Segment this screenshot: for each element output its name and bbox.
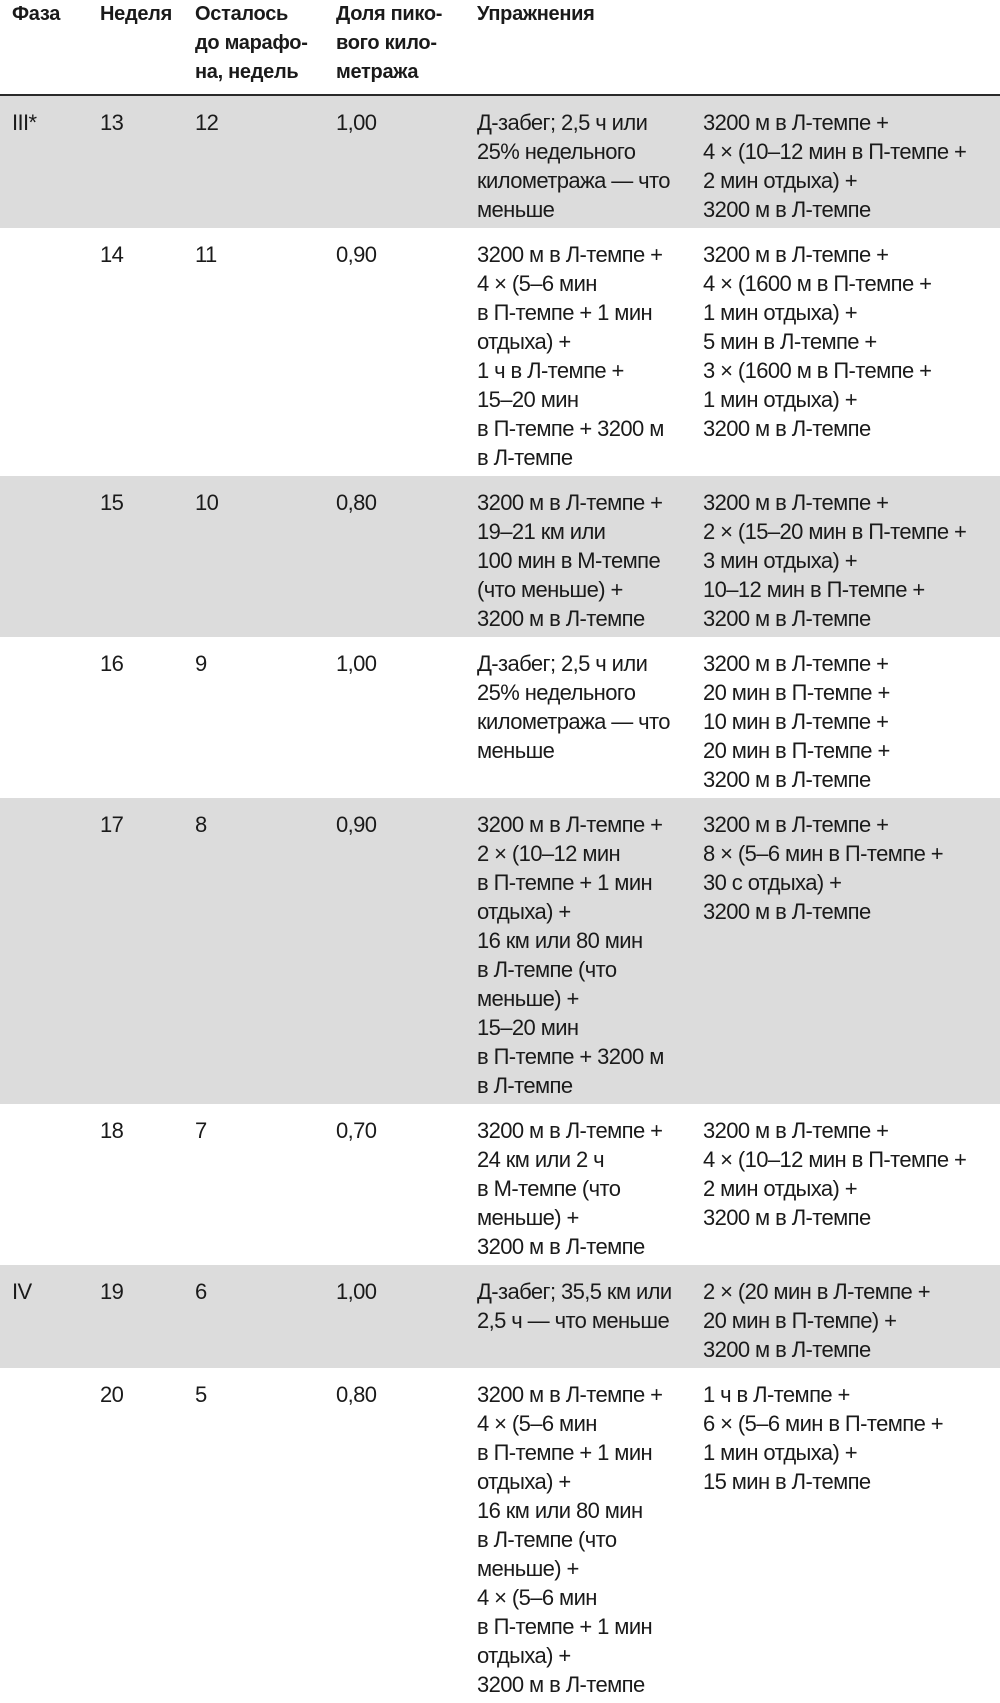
- peak-share-cell: 0,90: [322, 228, 463, 476]
- exercise-2-cell: [689, 798, 1000, 1104]
- header-week: Неделя: [86, 0, 181, 95]
- exercise-line: 4 × (5–6 мин: [477, 1585, 597, 1610]
- exercise-line: 5 мин в Л-темпе +: [703, 329, 877, 354]
- exercise-line: 3200 м в Л-темпе +: [477, 242, 663, 267]
- exercise-line: 19–21 км или: [477, 519, 606, 544]
- phase-cell: [0, 228, 86, 476]
- exercise-line: 4 × (10–12 мин в П-темпе +: [703, 1147, 967, 1172]
- weeks-left-cell: 10: [181, 476, 322, 637]
- phase-cell: [0, 1368, 86, 1703]
- exercise-2-cell: [689, 1104, 1000, 1265]
- exercise-line: 1 мин отдыха) +: [703, 300, 858, 325]
- week-cell: 20: [86, 1368, 181, 1703]
- exercise-1-cell: [463, 1104, 689, 1265]
- exercise-line: 2,5 ч — что меньше: [477, 1308, 670, 1333]
- exercise-2-cell: [689, 476, 1000, 637]
- exercise-line: 3200 м в Л-темпе: [477, 1234, 645, 1259]
- exercise-line: меньше: [477, 738, 555, 763]
- exercise-line: 2 × (10–12 мин: [477, 841, 621, 866]
- table-body: [0, 95, 1000, 1703]
- exercise-line: 16 км или 80 мин: [477, 928, 643, 953]
- exercise-line: отдыха) +: [477, 899, 571, 924]
- exercise-line: 3200 м в Л-темпе +: [477, 812, 663, 837]
- exercise-1-cell: [463, 798, 689, 1104]
- exercise-line: 3200 м в Л-темпе: [703, 767, 871, 792]
- exercise-line: в М-темпе (что: [477, 1176, 621, 1201]
- peak-share-cell: 0,80: [322, 476, 463, 637]
- week-cell: 14: [86, 228, 181, 476]
- exercise-line: в П-темпе + 1 мин: [477, 300, 653, 325]
- week-cell: 18: [86, 1104, 181, 1265]
- exercise-line: меньше) +: [477, 1205, 579, 1230]
- exercise-line: 3200 м в Л-темпе: [703, 606, 871, 631]
- phase-cell: III*: [0, 95, 86, 228]
- table-row: [0, 1104, 1000, 1265]
- weeks-left-cell: 12: [181, 95, 322, 228]
- peak-share-cell: 1,00: [322, 1265, 463, 1368]
- table-row: [0, 798, 1000, 1104]
- exercise-line: меньше: [477, 197, 555, 222]
- exercise-1-cell: [463, 1265, 689, 1368]
- exercise-line: отдыха) +: [477, 1643, 571, 1668]
- exercise-line: 10 мин в Л-темпе +: [703, 709, 889, 734]
- exercise-line: меньше) +: [477, 986, 579, 1011]
- weeks-left-cell: 8: [181, 798, 322, 1104]
- exercise-line: 8 × (5–6 мин в П-темпе +: [703, 841, 943, 866]
- table-row: [0, 228, 1000, 476]
- exercise-line: 20 мин в П-темпе) +: [703, 1308, 897, 1333]
- exercise-line: отдыха) +: [477, 329, 571, 354]
- exercise-line: 16 км или 80 мин: [477, 1498, 643, 1523]
- peak-share-cell: 0,70: [322, 1104, 463, 1265]
- week-cell: 13: [86, 95, 181, 228]
- table-row: [0, 476, 1000, 637]
- exercise-line: отдыха) +: [477, 1469, 571, 1494]
- exercise-line: 100 мин в М-темпе: [477, 548, 661, 573]
- peak-share-cell: 1,00: [322, 637, 463, 798]
- exercise-line: Д-забег; 2,5 ч или: [477, 110, 648, 135]
- table-header: [0, 0, 1000, 95]
- exercise-line: 3 мин отдыха) +: [703, 548, 858, 573]
- exercise-line: в П-темпе + 1 мин: [477, 1440, 653, 1465]
- exercise-line: 2 × (15–20 мин в П-темпе +: [703, 519, 967, 544]
- exercise-line: 3200 м в Л-темпе +: [703, 242, 889, 267]
- exercise-line: 3200 м в Л-темпе: [703, 197, 871, 222]
- table-row: [0, 1368, 1000, 1703]
- exercise-line: 2 мин отдыха) +: [703, 168, 858, 193]
- weeks-left-cell: 5: [181, 1368, 322, 1703]
- exercise-line: 15 мин в Л-темпе: [703, 1469, 871, 1494]
- exercise-line: 3200 м в Л-темпе: [703, 1205, 871, 1230]
- exercise-line: 10–12 мин в П-темпе +: [703, 577, 925, 602]
- exercise-line: 3200 м в Л-темпе +: [703, 110, 889, 135]
- exercise-line: 15–20 мин: [477, 1015, 579, 1040]
- exercise-line: 3 × (1600 м в П-темпе +: [703, 358, 932, 383]
- weeks-left-cell: 6: [181, 1265, 322, 1368]
- table-row: [0, 637, 1000, 798]
- exercise-line: 20 мин в П-темпе +: [703, 738, 890, 763]
- exercise-1-cell: [463, 637, 689, 798]
- week-cell: 15: [86, 476, 181, 637]
- exercise-2-cell: [689, 95, 1000, 228]
- phase-cell: [0, 1104, 86, 1265]
- header-phase: Фаза: [0, 0, 86, 95]
- exercise-line: 2 мин отдыха) +: [703, 1176, 858, 1201]
- exercise-line: в Л-темпе (что: [477, 1527, 617, 1552]
- exercise-line: 3200 м в Л-темпе +: [477, 1118, 663, 1143]
- week-cell: 19: [86, 1265, 181, 1368]
- exercise-line: 6 × (5–6 мин в П-темпе +: [703, 1411, 943, 1436]
- header-weeks-left: Осталось до марафо- на, недель: [181, 0, 322, 95]
- exercise-line: 15–20 мин: [477, 387, 579, 412]
- exercise-line: 3200 м в Л-темпе: [703, 1337, 871, 1362]
- phase-cell: [0, 476, 86, 637]
- exercise-2-cell: [689, 1368, 1000, 1703]
- exercise-2-cell: [689, 1265, 1000, 1368]
- phase-cell: IV: [0, 1265, 86, 1368]
- exercise-line: 3200 м в Л-темпе: [477, 606, 645, 631]
- weeks-left-cell: 9: [181, 637, 322, 798]
- exercise-2-cell: [689, 637, 1000, 798]
- exercise-line: 25% недельного: [477, 680, 636, 705]
- header-exercises: Упражнения: [463, 0, 1000, 95]
- exercise-line: километража — что: [477, 709, 670, 734]
- table-row: [0, 95, 1000, 228]
- exercise-line: меньше) +: [477, 1556, 579, 1581]
- header-peak-share: Доля пико- вого кило- метража: [322, 0, 463, 95]
- exercise-line: 3200 м в Л-темпе +: [477, 490, 663, 515]
- exercise-line: Д-забег; 2,5 ч или: [477, 651, 648, 676]
- weeks-left-cell: 7: [181, 1104, 322, 1265]
- exercise-line: километража — что: [477, 168, 670, 193]
- exercise-line: 1 мин отдыха) +: [703, 1440, 858, 1465]
- exercise-line: 1 ч в Л-темпе +: [477, 358, 624, 383]
- exercise-line: 4 × (5–6 мин: [477, 1411, 597, 1436]
- exercise-line: 24 км или 2 ч: [477, 1147, 604, 1172]
- exercise-line: 4 × (5–6 мин: [477, 271, 597, 296]
- exercise-line: 1 мин отдыха) +: [703, 387, 858, 412]
- weeks-left-cell: 11: [181, 228, 322, 476]
- exercise-line: 30 с отдыха) +: [703, 870, 842, 895]
- exercise-1-cell: [463, 228, 689, 476]
- exercise-line: 4 × (10–12 мин в П-темпе +: [703, 139, 967, 164]
- exercise-line: 3200 м в Л-темпе +: [703, 812, 889, 837]
- exercise-line: 3200 м в Л-темпе: [703, 416, 871, 441]
- exercise-line: в Л-темпе (что: [477, 957, 617, 982]
- exercise-line: в Л-темпе: [477, 445, 573, 470]
- exercise-line: (что меньше) +: [477, 577, 623, 602]
- exercise-line: в П-темпе + 3200 м: [477, 416, 664, 441]
- peak-share-cell: 1,00: [322, 95, 463, 228]
- exercise-line: 20 мин в П-темпе +: [703, 680, 890, 705]
- exercise-line: 3200 м в Л-темпе: [703, 899, 871, 924]
- exercise-line: в П-темпе + 1 мин: [477, 870, 653, 895]
- peak-share-cell: 0,90: [322, 798, 463, 1104]
- exercise-line: 3200 м в Л-темпе +: [703, 651, 889, 676]
- exercise-line: 3200 м в Л-темпе +: [703, 490, 889, 515]
- exercise-line: 4 × (1600 м в П-темпе +: [703, 271, 932, 296]
- exercise-line: 25% недельного: [477, 139, 636, 164]
- week-cell: 16: [86, 637, 181, 798]
- exercise-line: в П-темпе + 3200 м: [477, 1044, 664, 1069]
- exercise-line: 1 ч в Л-темпе +: [703, 1382, 850, 1407]
- week-cell: 17: [86, 798, 181, 1104]
- exercise-line: 2 × (20 мин в Л-темпе +: [703, 1279, 930, 1304]
- exercise-2-cell: [689, 228, 1000, 476]
- exercise-line: в П-темпе + 1 мин: [477, 1614, 653, 1639]
- peak-share-cell: 0,80: [322, 1368, 463, 1703]
- exercise-1-cell: [463, 95, 689, 228]
- exercise-1-cell: [463, 476, 689, 637]
- phase-cell: [0, 798, 86, 1104]
- exercise-line: 3200 м в Л-темпе +: [703, 1118, 889, 1143]
- exercise-line: 3200 м в Л-темпе: [477, 1672, 645, 1697]
- table-row: [0, 1265, 1000, 1368]
- exercise-line: Д-забег; 35,5 км или: [477, 1279, 672, 1304]
- exercise-line: 3200 м в Л-темпе +: [477, 1382, 663, 1407]
- exercise-1-cell: [463, 1368, 689, 1703]
- exercise-line: в Л-темпе: [477, 1073, 573, 1098]
- phase-cell: [0, 637, 86, 798]
